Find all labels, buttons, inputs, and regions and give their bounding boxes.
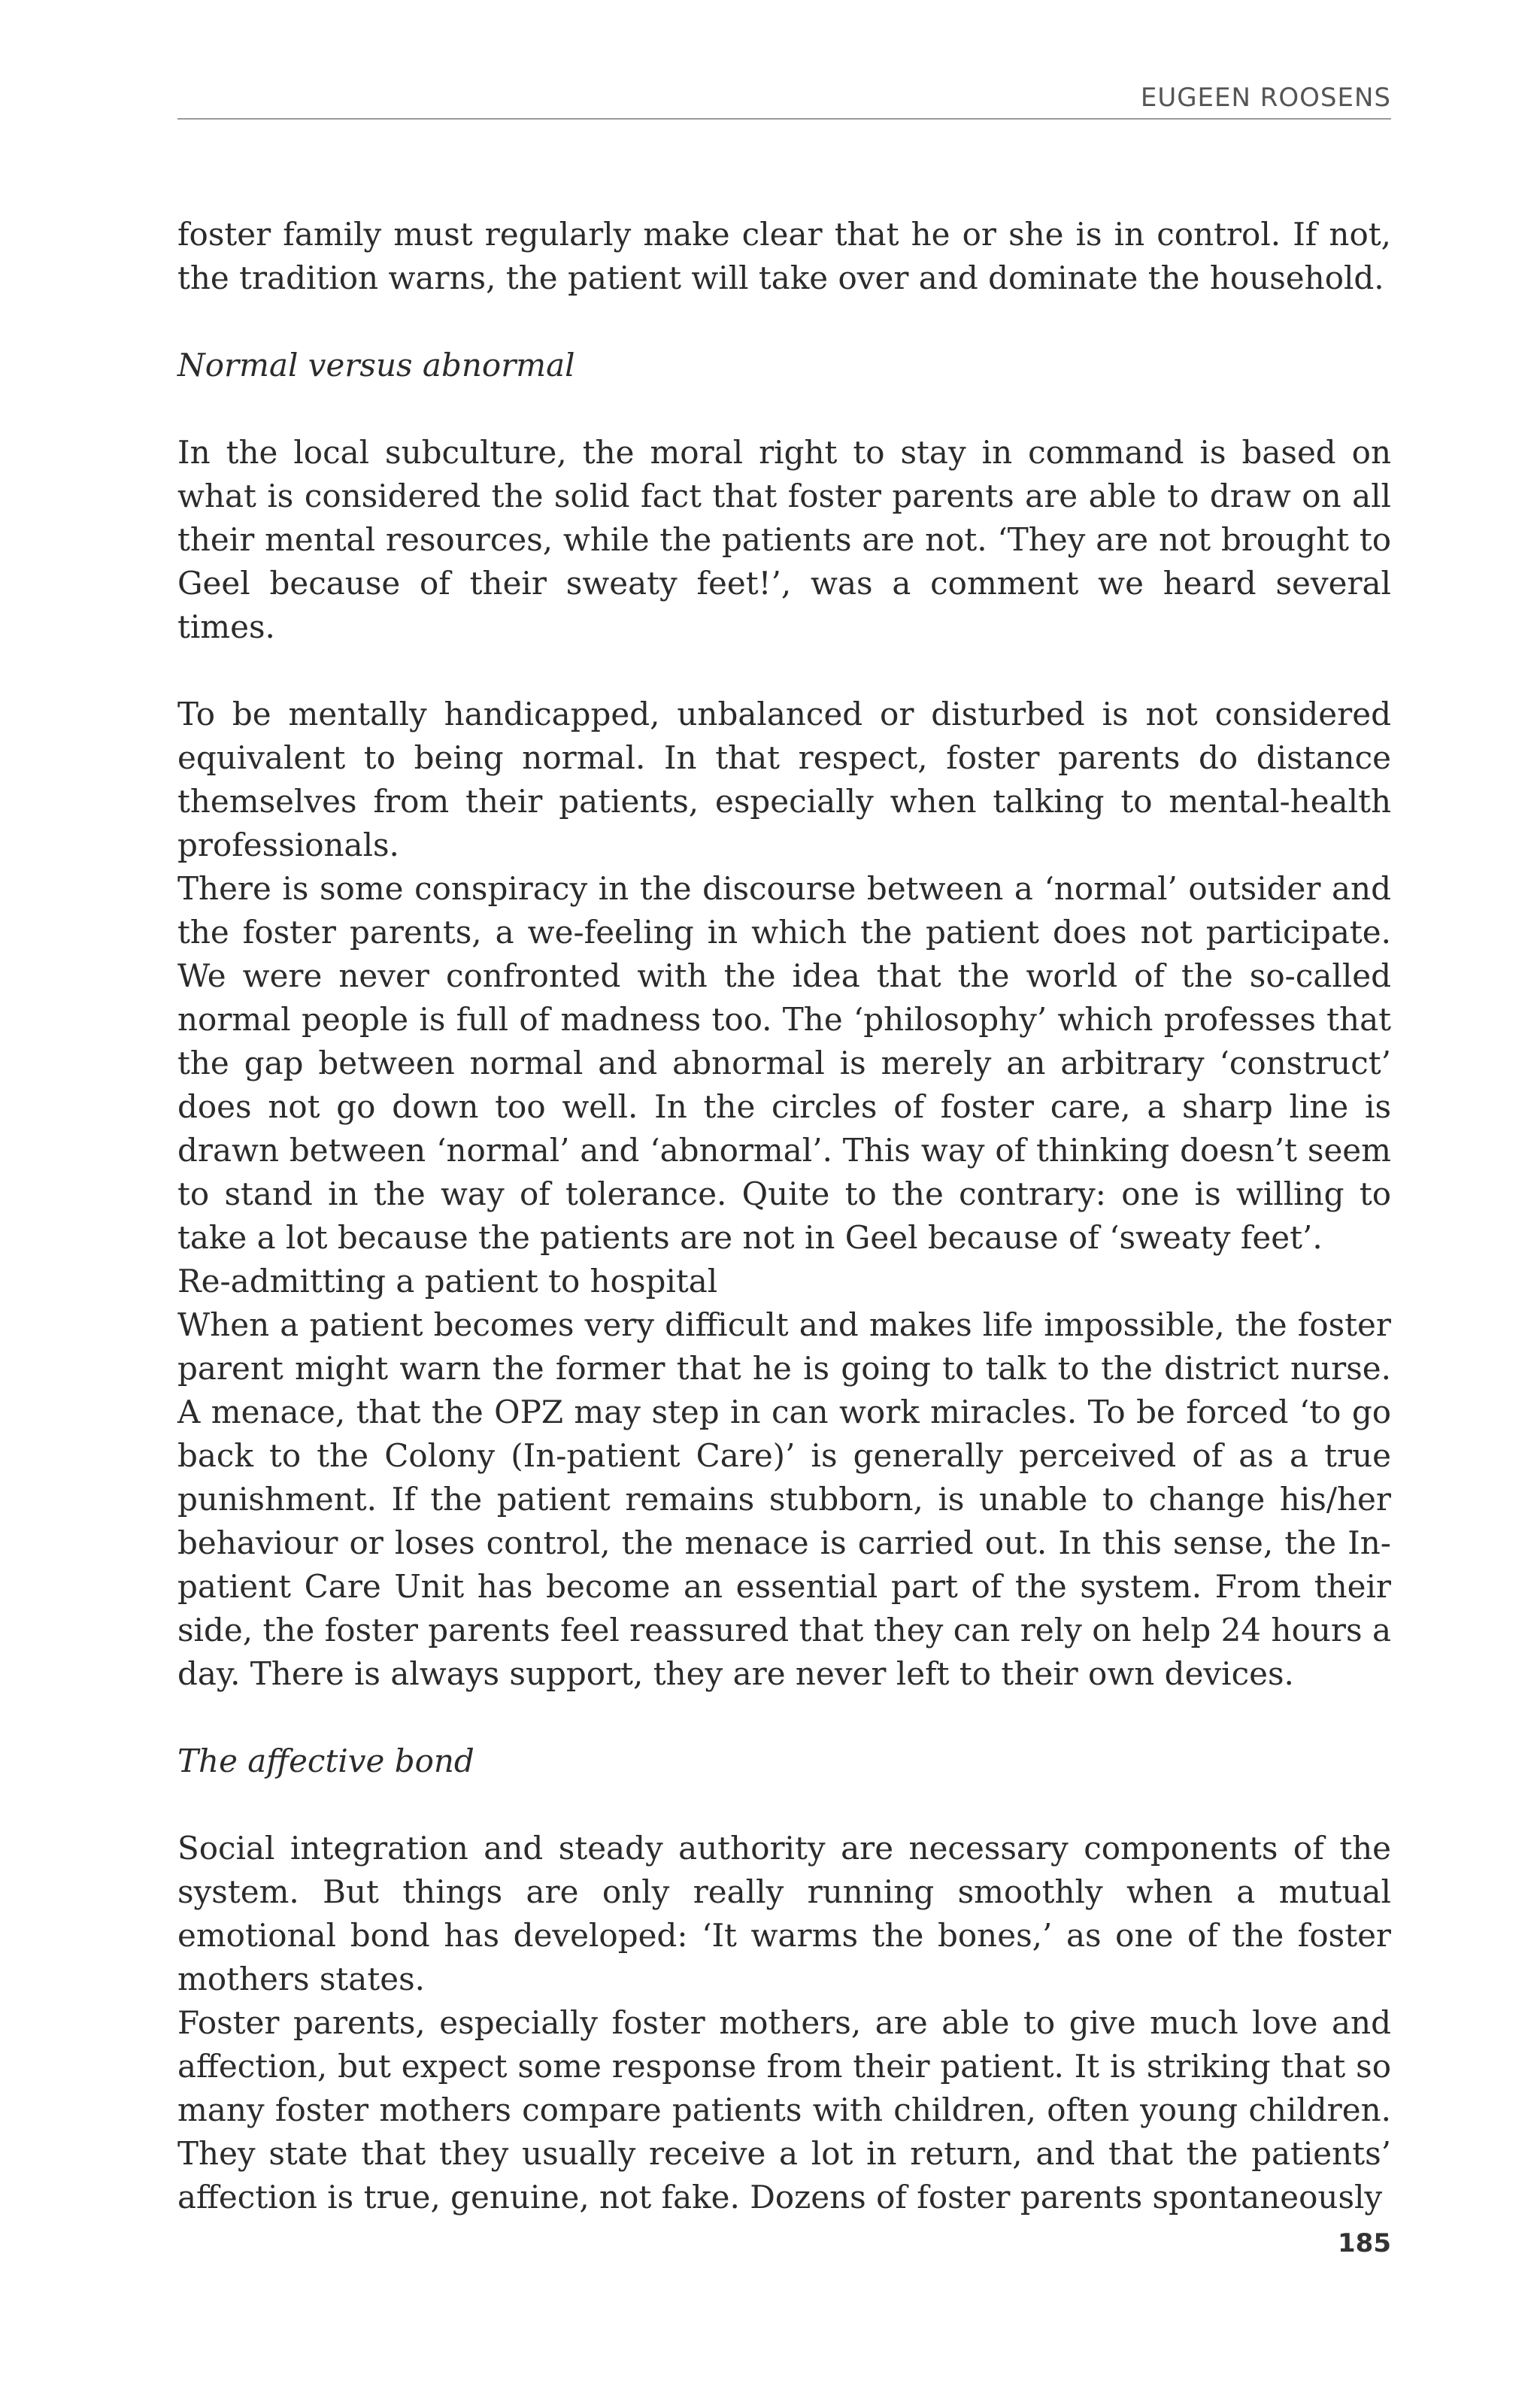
page-number: 185	[1338, 2228, 1391, 2258]
section-heading-affective-bond: The affective bond	[177, 1742, 474, 1779]
section-heading-normal-versus-abnormal: Normal versus abnormal	[177, 347, 575, 384]
paragraph-mentally-handicapped: To be mentally handicapped, unbalanced or disturbed is not considered equivalent to being normal. In that respect, foster parents do distance themselves from their patients, especially when talking to mental-health professionals.	[177, 696, 1391, 863]
paragraph-intro: foster family must regularly make clear that he or she is in control. If not, the tradition warns, the patient will take over and dominate the household.	[177, 216, 1391, 296]
paragraph-social-integration: Social integration and steady authority are necessary components of the system. But things are only really running smoothly when a mutual emotional bond has developed: ‘It warms the bones,’ as one of the foster mothers states.	[177, 1830, 1391, 1997]
paragraph-moral-right: In the local subculture, the moral right to stay in command is based on what is considered the solid fact that foster parents are able to draw on all their mental resources, while the patients are not. ‘They are not brought to Geel because of their sweaty feet!’, was a comment we heard several times.	[177, 434, 1391, 645]
running-head: EUGEEN ROOSENS	[1140, 83, 1391, 113]
header-rule	[177, 118, 1391, 120]
paragraph-conspiracy: There is some conspiracy in the discourse between a ‘normal’ outsider and the foster parents, a we-feeling in which the patient does not participate. We were never confronted with the idea that the world of the so-called normal people is full of madness too. The ‘philosophy’ which professes that the gap between normal and abnormal is merely an arbitrary ‘construct’ does not go down too well. In the circles of foster care, a sharp line is drawn between ‘normal’ and ‘abnormal’. This way of thinking doesn’t seem to stand in the way of tolerance. Quite to the contrary: one is willing to take a lot because the patients are not in Geel because of ‘sweaty feet’.	[177, 870, 1391, 1256]
subheading-readmitting: Re-admitting a patient to hospital	[177, 1263, 718, 1300]
body-text	[177, 213, 1391, 2219]
paragraph-difficult-patient: When a patient becomes very difficult and makes life impossible, the foster parent might warn the former that he is going to talk to the district nurse. A menace, that the OPZ may step in can work miracles. To be forced ‘to go back to the Colony (In-patient Care)’ is generally perceived of as a true punishment. If the patient remains stubborn, is unable to change his/her behaviour or loses control, the menace is carried out. In this sense, the In-patient Care Unit has become an essential part of the system. From their side, the foster parents feel reassured that they can rely on help 24 hours a day. There is always support, they are never left to their own devices.	[177, 1306, 1391, 1692]
paragraph-foster-mothers: Foster parents, especially foster mothers, are able to give much love and affection, but expect some response from their patient. It is striking that so many foster mothers compare patients with children, often young children. They state that they usually receive a lot in return, and that the patients’ affection is true, genuine, not fake. Dozens of foster parents spontaneously	[177, 2004, 1391, 2216]
